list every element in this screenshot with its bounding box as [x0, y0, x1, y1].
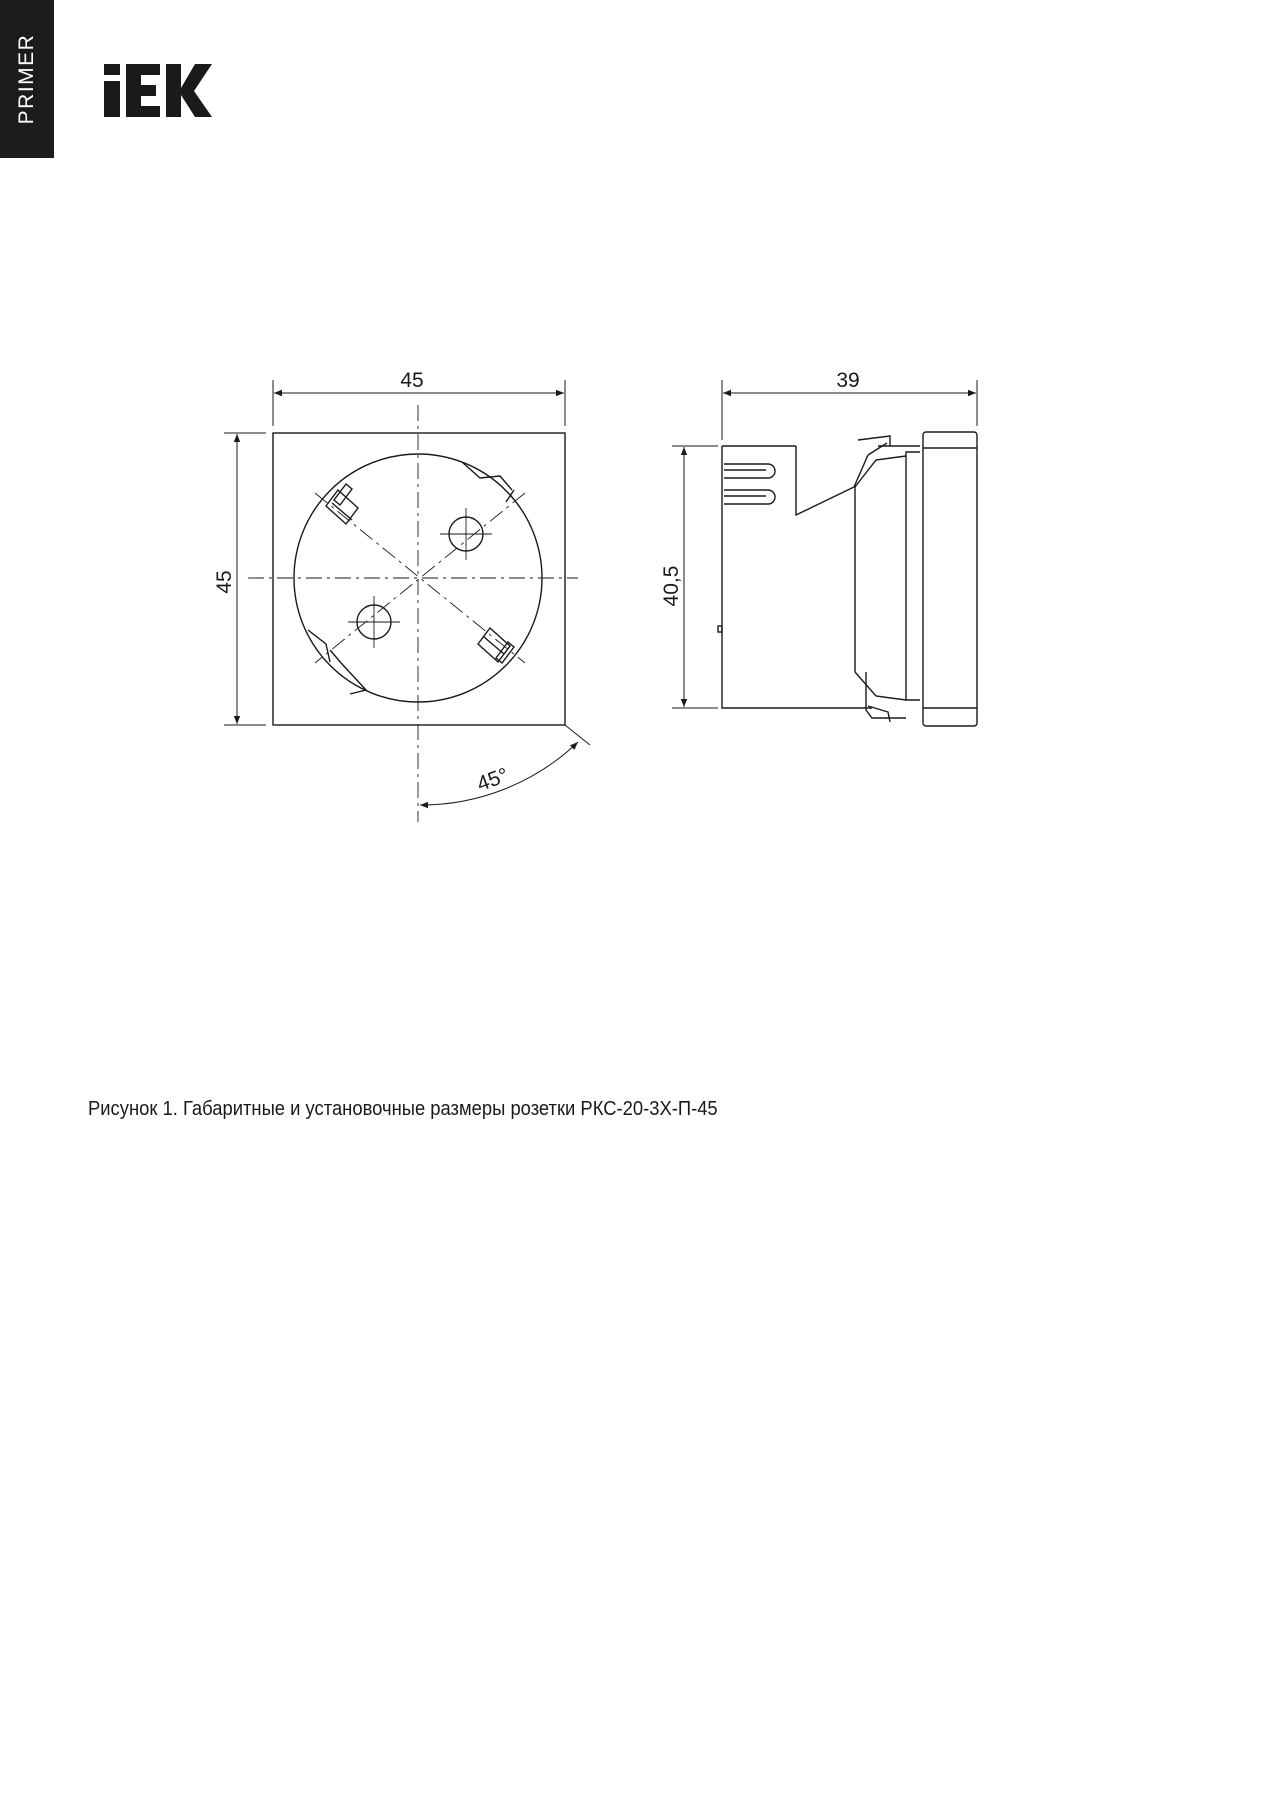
pin-hole-upper	[440, 508, 492, 560]
figure-caption: Рисунок 1. Габаритные и установочные размеры розетки РКС-20-3Х-П-45	[88, 1098, 718, 1120]
angle-dimension	[420, 725, 590, 805]
side-depth-label: 39	[836, 369, 860, 392]
front-width-label: 45	[400, 369, 424, 392]
side-body	[722, 446, 872, 708]
front-height-label: 45	[213, 570, 236, 594]
pin-hole-lower	[348, 596, 400, 648]
angle-label: 45°	[473, 763, 512, 797]
center-lines	[248, 405, 578, 822]
side-height-label: 40,5	[660, 565, 683, 607]
ground-clip-lower	[478, 628, 514, 663]
terminal-slots	[724, 464, 775, 504]
side-front-plate	[923, 432, 977, 726]
front-view	[248, 405, 578, 822]
front-frame	[273, 433, 565, 725]
series-label: PRIMER	[15, 33, 38, 125]
socket-circle	[294, 454, 542, 702]
side-view	[718, 432, 977, 726]
